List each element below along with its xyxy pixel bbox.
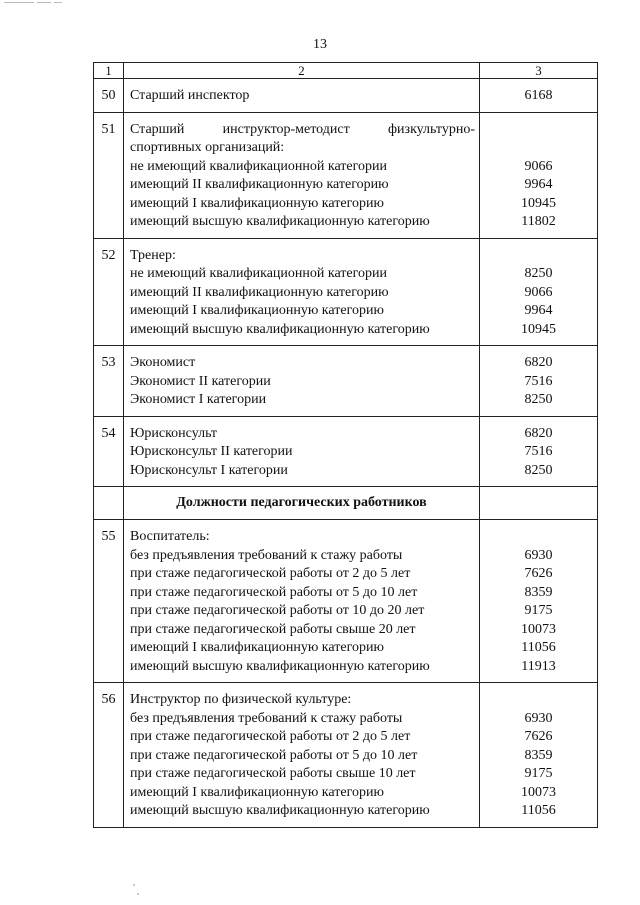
table-row: [94, 416, 598, 487]
salary-table: [93, 62, 598, 828]
salary-value: 8250: [524, 392, 553, 407]
section-header-row: [94, 487, 598, 520]
salary-value-cell: [480, 79, 598, 113]
salary-value: 8359: [524, 584, 553, 600]
category-label: при стаже педагогической работы от 5 до 10 лет: [130, 747, 418, 763]
salary-value: 9066: [524, 284, 553, 300]
category-label: при стаже педагогической работы от 10 до 20 лет: [130, 603, 425, 618]
salary-value: 6820: [524, 425, 553, 441]
category-label: при стаже педагогической работы от 5 до 10 лет: [130, 584, 418, 600]
position-title: [124, 683, 480, 828]
category-label: имеющий II квалификационную категорию: [130, 284, 389, 300]
category-label: имеющий высшую квалификационную категорию: [130, 214, 430, 229]
salary-value: 9964: [524, 177, 553, 192]
position-title: [124, 79, 480, 113]
category-label: при стаже педагогической работы от 2 до 5 лет: [130, 566, 411, 581]
row-number: 53: [94, 346, 124, 417]
row-number: 55: [94, 520, 124, 683]
table-row: [94, 520, 598, 683]
salary-value: 6820: [524, 355, 553, 370]
salary-value: 7626: [524, 566, 553, 581]
heading-word: инструктор-методист: [222, 121, 350, 137]
salary-value: 11802: [521, 214, 556, 229]
position-heading: Инструктор по физической культуре:: [130, 692, 352, 707]
position-title: [124, 520, 480, 683]
category-label: имеющий высшую квалификационную категорию: [130, 803, 430, 818]
category-label: не имеющий квалификационной категории: [130, 266, 388, 281]
table-row: [94, 346, 598, 417]
position-heading-line: [130, 121, 475, 140]
category-label: имеющий I квалификационную категорию: [130, 784, 384, 800]
category-label: без предъявления требований к стажу работы: [130, 710, 403, 726]
table-row: [94, 238, 598, 346]
salary-value-cell: [480, 683, 598, 828]
category-label: при стаже педагогической работы свыше 20 лет: [130, 621, 416, 637]
salary-value: 10073: [521, 784, 556, 800]
salary-value-cell: [480, 520, 598, 683]
salary-value-cell: [480, 112, 598, 238]
salary-value: 8359: [524, 747, 553, 763]
salary-value: 8250: [524, 462, 553, 478]
heading-word: физкультурно-: [387, 121, 475, 137]
header-col-1: 1: [94, 63, 124, 79]
row-number: 51: [94, 112, 124, 238]
position-heading-cont: спортивных организаций:: [130, 140, 285, 155]
category-label: при стаже педагогической работы свыше 10 лет: [130, 766, 416, 781]
salary-value-cell: [480, 346, 598, 417]
category-label: имеющий I квалификационную категорию: [130, 303, 384, 318]
table-row: [94, 79, 598, 113]
heading-word: Старший: [130, 121, 185, 137]
salary-value-cell: [480, 238, 598, 346]
position-title: [124, 112, 480, 238]
category-label: имеющий I квалификационную категорию: [130, 640, 384, 655]
section-title: Должности педагогических работников: [124, 487, 480, 520]
salary-value: 10945: [521, 321, 556, 337]
position-title: [124, 416, 480, 487]
salary-value: 9066: [524, 158, 553, 174]
position-label: Старший инспектор: [130, 88, 250, 103]
header-col-3: 3: [480, 63, 598, 79]
category-label: имеющий I квалификационную категорию: [130, 195, 384, 211]
salary-value: 7516: [524, 444, 553, 459]
row-number: 52: [94, 238, 124, 346]
salary-value-cell: [480, 416, 598, 487]
category-label: Экономист: [130, 355, 196, 370]
position-title: [124, 346, 480, 417]
category-label: имеющий II квалификационную категорию: [130, 177, 389, 192]
salary-value: 8250: [524, 266, 553, 281]
category-label: имеющий высшую квалификационную категорию: [130, 321, 430, 337]
page-number: 13: [313, 37, 327, 52]
category-label: при стаже педагогической работы от 2 до 5 лет: [130, 729, 411, 744]
table-row: [94, 112, 598, 238]
salary-value: 10945: [521, 195, 556, 211]
position-heading: Тренер:: [130, 247, 176, 263]
header-col-2: 2: [124, 63, 480, 79]
category-label: имеющий высшую квалификационную категорию: [130, 658, 430, 674]
salary-value: 6930: [524, 710, 553, 726]
scan-artifact-line: [4, 2, 70, 6]
category-label: Юрисконсульт II категории: [130, 444, 293, 459]
table-row: [94, 683, 598, 828]
category-label: Юрисконсульт: [130, 425, 218, 441]
salary-value: 11913: [521, 658, 556, 674]
row-number: 56: [94, 683, 124, 828]
salary-value: 9175: [524, 766, 553, 781]
salary-value: 6930: [524, 547, 553, 563]
scan-speck: [137, 893, 139, 895]
salary-value: 9964: [524, 303, 553, 318]
position-title: [124, 238, 480, 346]
salary-value: 7626: [524, 729, 553, 744]
category-label: Экономист I категории: [130, 392, 267, 407]
salary-value: 10073: [521, 621, 556, 637]
row-number: 54: [94, 416, 124, 487]
salary-value: 11056: [521, 640, 556, 655]
salary-value: 9175: [524, 603, 553, 618]
salary-value: 11056: [521, 803, 556, 818]
position-heading: Воспитатель:: [130, 529, 210, 544]
scan-speck: [133, 884, 135, 886]
table-header-row: [94, 63, 598, 79]
salary-value: 6168: [524, 88, 553, 103]
category-label: Юрисконсульт I категории: [130, 462, 288, 478]
row-number: 50: [94, 79, 124, 113]
salary-value: 7516: [524, 373, 553, 389]
category-label: без предъявления требований к стажу работы: [130, 547, 403, 563]
category-label: Экономист II категории: [130, 373, 271, 389]
category-label: не имеющий квалификационной категории: [130, 158, 388, 174]
